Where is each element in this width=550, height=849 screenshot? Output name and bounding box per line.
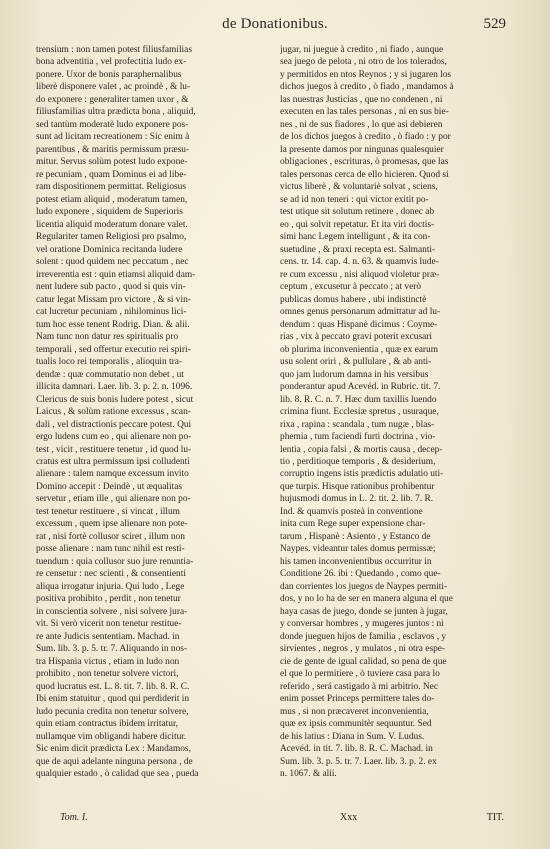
text-line: Ind. & quamvis posteà in conventione bbox=[280, 506, 423, 517]
text-line: excessum , quem ipse alienare non pote- bbox=[36, 519, 188, 530]
text-line: tio , perditioque temporis , & desiderium, bbox=[280, 456, 436, 467]
text-line: in conscientia solvere , nisi solvere jura- bbox=[36, 606, 188, 617]
text-line: aliqua irrogatur injuria. Qui ludo , Lege bbox=[36, 581, 185, 592]
text-line: parentibus , & maritis permissum præsu- bbox=[36, 144, 190, 155]
text-line: prohibito , non tenetur solvere victori, bbox=[36, 669, 179, 680]
text-line: cens. tr. 14. cap. 4. n. 63. & quamvis lude- bbox=[280, 257, 439, 268]
text-line: nes , ni de sus fiadores , lo que asi debieren bbox=[280, 119, 443, 130]
text-line: executen en las tales personas , ni en sus bie- bbox=[280, 107, 449, 118]
text-line: lib. 8. R. C. n. 7. Hæc dum taxillis luendo bbox=[280, 394, 437, 405]
text-line: ludo pecunia credita non tenetur solvere, bbox=[36, 706, 189, 717]
text-line: mus , si non præcaveret inconvenientia, bbox=[280, 706, 429, 717]
text-line: las nuestras Justicias , que no condenen , ni bbox=[280, 94, 443, 105]
text-line: illicita damnari. Laer. lib. 3. p. 2. n. 1096. bbox=[36, 382, 193, 393]
text-line: tum hoc esse tenent Rodrig. Dian. & alii. bbox=[36, 319, 190, 330]
text-line: dendæ : quæ commutatio non debet , ut bbox=[36, 369, 184, 380]
text-line: jugar, ni juegue à credito , ni fiado , aunque bbox=[280, 45, 444, 55]
text-line: vit. Si verò vicerit non tenetur restitue- bbox=[36, 619, 182, 630]
text-line: positiva prohibito , perdit , non tenetur bbox=[36, 594, 181, 605]
text-line: trensium : non tamen potest filiusfamilias bbox=[36, 45, 192, 55]
text-line: Domino accepit : Deindè , ut æqualitas bbox=[36, 481, 183, 492]
catchword: TIT. bbox=[486, 812, 504, 823]
text-line: tra Hispania victus , etiam in ludo non bbox=[36, 656, 180, 667]
volume-mark: Tom. I. bbox=[60, 812, 88, 823]
text-line: haya casas de juego, donde se junten à jugar, bbox=[280, 606, 448, 617]
text-line: dos, y no lo ha de ser en manera alguna el que bbox=[280, 594, 453, 605]
text-line: tualis loco rei temporalis , alioquin tra- bbox=[36, 357, 183, 368]
text-line: alienare : talem namque excessum invito bbox=[36, 469, 189, 480]
text-line: sed tantùm moderatè ludo exponere pos- bbox=[36, 119, 189, 130]
text-line: ponere. Uxor de bonis paraphernalibus bbox=[36, 69, 182, 80]
text-line: que turpis. Hisque rationibus prohibentur bbox=[280, 481, 435, 492]
text-line: cat lucretur pecuniam , nihilominus lici- bbox=[36, 307, 187, 318]
text-line: Regulariter tamen Religiosi pro psalmo, bbox=[36, 232, 187, 243]
text-line: phemia , tum faciendi furti doctrina , vio- bbox=[280, 432, 436, 443]
text-line: his tamen inconvenientibus occurritur in bbox=[280, 556, 432, 567]
text-line: tarum , Hispanè : Asiento , y Estanco de bbox=[280, 531, 431, 542]
text-line: crimina fiunt. Ecclesiæ spretus , usuraque, bbox=[280, 407, 439, 418]
text-line: corruptio ingens istis prædictis adulatio uti- bbox=[280, 469, 444, 480]
text-line: Naypes. videantur tales domus permissæ; bbox=[280, 544, 436, 555]
text-line: omnes genus personarum admittatur ad lu- bbox=[280, 307, 441, 318]
text-line: licentia aliquid moderatum donare valet. bbox=[36, 219, 188, 230]
text-line: Nam tunc non datur res spiritualis pro bbox=[36, 332, 179, 343]
text-line: eo , qui solvit repetatur. Et ita viri doctis- bbox=[280, 219, 435, 230]
text-line: nullamque vim obligandi habere dicitur. bbox=[36, 731, 187, 742]
text-line: donde jueguen hijos de familia , esclavos , y bbox=[280, 631, 447, 642]
text-line: sea juego de pelota , ni otro de los tolerados, bbox=[280, 57, 447, 68]
text-line: sirvientes , negros , y mulatos , ni otra espe- bbox=[280, 644, 446, 655]
text-line: vel oratione Dominica recitanda ludere bbox=[36, 244, 183, 255]
text-line: re pecuniam , quam Dominus ei ad libe- bbox=[36, 169, 187, 180]
text-line: catur legat Missam pro victore , & si vin- bbox=[36, 294, 191, 305]
text-line: servetur , etiam ille , qui alienare non po- bbox=[36, 494, 191, 505]
text-line: ludo exponere , siquidem de Superioris bbox=[36, 207, 183, 218]
page-header bbox=[0, 16, 550, 42]
text-line: suetudine , & praxi recepta est. Salmanti- bbox=[280, 244, 436, 255]
text-line: nent ludere sub pacto , quod si quis vin- bbox=[36, 282, 186, 293]
text-line: sunt ad licitam recreationem : Sic enim à bbox=[36, 132, 190, 143]
text-line: quo jam ludorum damna in his versibus bbox=[280, 369, 429, 380]
text-line: Sic enim dicit prædicta Lex : Mandamos, bbox=[36, 744, 191, 755]
text-line: irreverentia est : quin etiamsi aliquid dam- bbox=[36, 269, 196, 280]
text-line: simi hanc Legem intelligunt , & ita con- bbox=[280, 232, 431, 243]
text-line: Laicus , & solùm ratione excessus , scan- bbox=[36, 407, 191, 418]
text-line: re censetur : nec scienti , & consentienti bbox=[36, 569, 186, 580]
text-line: Acevéd. in tit. 7. lib. 8. R. C. Machad. in bbox=[280, 744, 433, 755]
text-line: ponderantur apud Acevéd. in Rubric. tit. 7. bbox=[280, 382, 441, 393]
text-line: victus liberè , & voluntariè solvat , sciens, bbox=[280, 182, 438, 193]
text-line: lentia , copia falsi , & mortis causa , decep- bbox=[280, 444, 443, 455]
text-line: la presente damos por ningunas qualesquier bbox=[280, 144, 444, 155]
text-line: Sum. lib. 3. p. 5. tr. 7. Aliquando in nos- bbox=[36, 644, 188, 655]
running-head: de Donationibus. bbox=[222, 16, 328, 32]
text-line: hujusmodi domus in L. 2. tit. 2. lib. 7. R. bbox=[280, 494, 434, 505]
text-line: dendum : quas Hispanè dicimus : Coyme- bbox=[280, 319, 438, 330]
text-line: dan corrientes los juegos de Naypes permiti- bbox=[280, 581, 448, 592]
text-line: enim posset Princeps permittere tales do- bbox=[280, 694, 435, 705]
text-line: re cum excessu , nisi aliquod violetur præ- bbox=[280, 269, 440, 280]
text-line: Conditione 26. ibi : Quedando , como que- bbox=[280, 569, 441, 580]
text-line: solent : quod quidem nec peccatum , nec bbox=[36, 257, 189, 268]
text-line: tales personas cerca de ello hicieren. Quod si bbox=[280, 169, 449, 180]
text-line: bona adventitia , vel profectitia ludo ex- bbox=[36, 57, 187, 68]
text-line: Clericus de suis bonis ludere potest , sicut bbox=[36, 394, 194, 405]
text-line: rat , nisi fortè collusor sciret , illum non bbox=[36, 531, 185, 542]
text-line: obligaciones , escrituras, ò promesas, que las bbox=[280, 157, 449, 168]
text-line: referido , será castigado à mi arbitrio. Nec bbox=[280, 681, 439, 692]
text-line: test utique sit solutum retinere , donec ab bbox=[280, 207, 435, 218]
text-line: Ibi enim statuitur , quod qui perdiderit in bbox=[36, 694, 190, 705]
text-line: publicas domus habere , ubi indistinctè bbox=[280, 294, 427, 305]
text-line: rias , vix à peccato gravi poterit excusari bbox=[280, 332, 433, 343]
text-line: que de aqui adelante ninguna persona , de bbox=[36, 756, 193, 767]
text-line: de los dichos juegos à credito , ò fiado : y por bbox=[280, 132, 451, 143]
text-line: n. 1067. & alii. bbox=[280, 769, 337, 780]
text-line: dichos juegos à credito , ò fiado , mandamos à bbox=[280, 82, 454, 93]
text-line: cie de gente de igual calidad, so pena de que bbox=[280, 656, 447, 667]
text-line: potest etiam aliquid , moderatum tamen, bbox=[36, 194, 188, 205]
text-line: dali , vel distractionis peccare potest. Qui bbox=[36, 419, 192, 430]
text-line: inita cum Rege super expensione char- bbox=[280, 519, 426, 530]
text-line: tuendum : quia collusor suo jure renuntia- bbox=[36, 556, 194, 567]
text-line: ram dispositionem permittat. Religiosus bbox=[36, 182, 186, 193]
signature-mark: Xxx bbox=[340, 812, 358, 823]
text-line: ergo ludens cum eo , qui alienare non po- bbox=[36, 432, 192, 443]
text-line: do exponere : generaliter tamen uxor , & bbox=[36, 94, 189, 105]
text-line: cratus est ultra permissum ipsi colludenti bbox=[36, 456, 190, 467]
text-line: Sum. lib. 3. p. 5. tr. 7. Laer. lib. 3. p. 2. ex bbox=[280, 756, 437, 767]
text-line: quæ ex ipsis communitèr sequuntur. Sed bbox=[280, 719, 432, 730]
text-line: mitur. Servus solùm potest ludo expone- bbox=[36, 157, 188, 168]
text-line: test tenetur restituere , si vincat , illum bbox=[36, 506, 180, 517]
left-column bbox=[36, 44, 256, 781]
page-number: 529 bbox=[483, 16, 506, 32]
text-line: temporali , sed offertur executio rei spiri- bbox=[36, 344, 191, 355]
text-line: rixa , rapina : scandala , tum nugæ , blas- bbox=[280, 419, 435, 430]
text-line: re ante Judicis sententiam. Machad. in bbox=[36, 631, 180, 642]
right-column bbox=[280, 44, 508, 781]
page-footer bbox=[0, 812, 550, 834]
text-line: quin etiam contractus ibidem irritatur, bbox=[36, 719, 179, 730]
text-line: ceptum , excusetur à peccato ; at verò bbox=[280, 282, 422, 293]
text-line: y permitidos en ntos Reynos ; y si jugaren los bbox=[280, 69, 452, 80]
text-line: qualquier estado , ò calidad que sea , pueda bbox=[36, 769, 199, 780]
text-line: de his latius : Diana in Sum. V. Ludus. bbox=[280, 731, 425, 742]
text-line: se ad id non teneri : qui victor exitit po- bbox=[280, 194, 429, 205]
text-line: usu solent oriri , & pullulare , & ab anti- bbox=[280, 357, 432, 368]
text-line: el que lo permitiere , ò tuviere casa para lo bbox=[280, 669, 440, 680]
text-line: filiusfamilias ultra prædicta bona , aliquid, bbox=[36, 107, 196, 118]
text-line: posse alienare : nam tunc nihil est resti- bbox=[36, 544, 185, 555]
text-line: ob plurima inconvenientia , quæ ex earum bbox=[280, 344, 439, 355]
text-line: test , vicit , restituere tenetur , id quod lu- bbox=[36, 444, 192, 455]
text-line: quod lucratus est. L. 8. tit. 7. lib. 8. R. C. bbox=[36, 681, 190, 692]
text-line: y conversar hombres , y mugeres juntos : ni bbox=[280, 619, 444, 630]
text-line: liberè disponere valet , ac proindè , & lu- bbox=[36, 82, 191, 93]
